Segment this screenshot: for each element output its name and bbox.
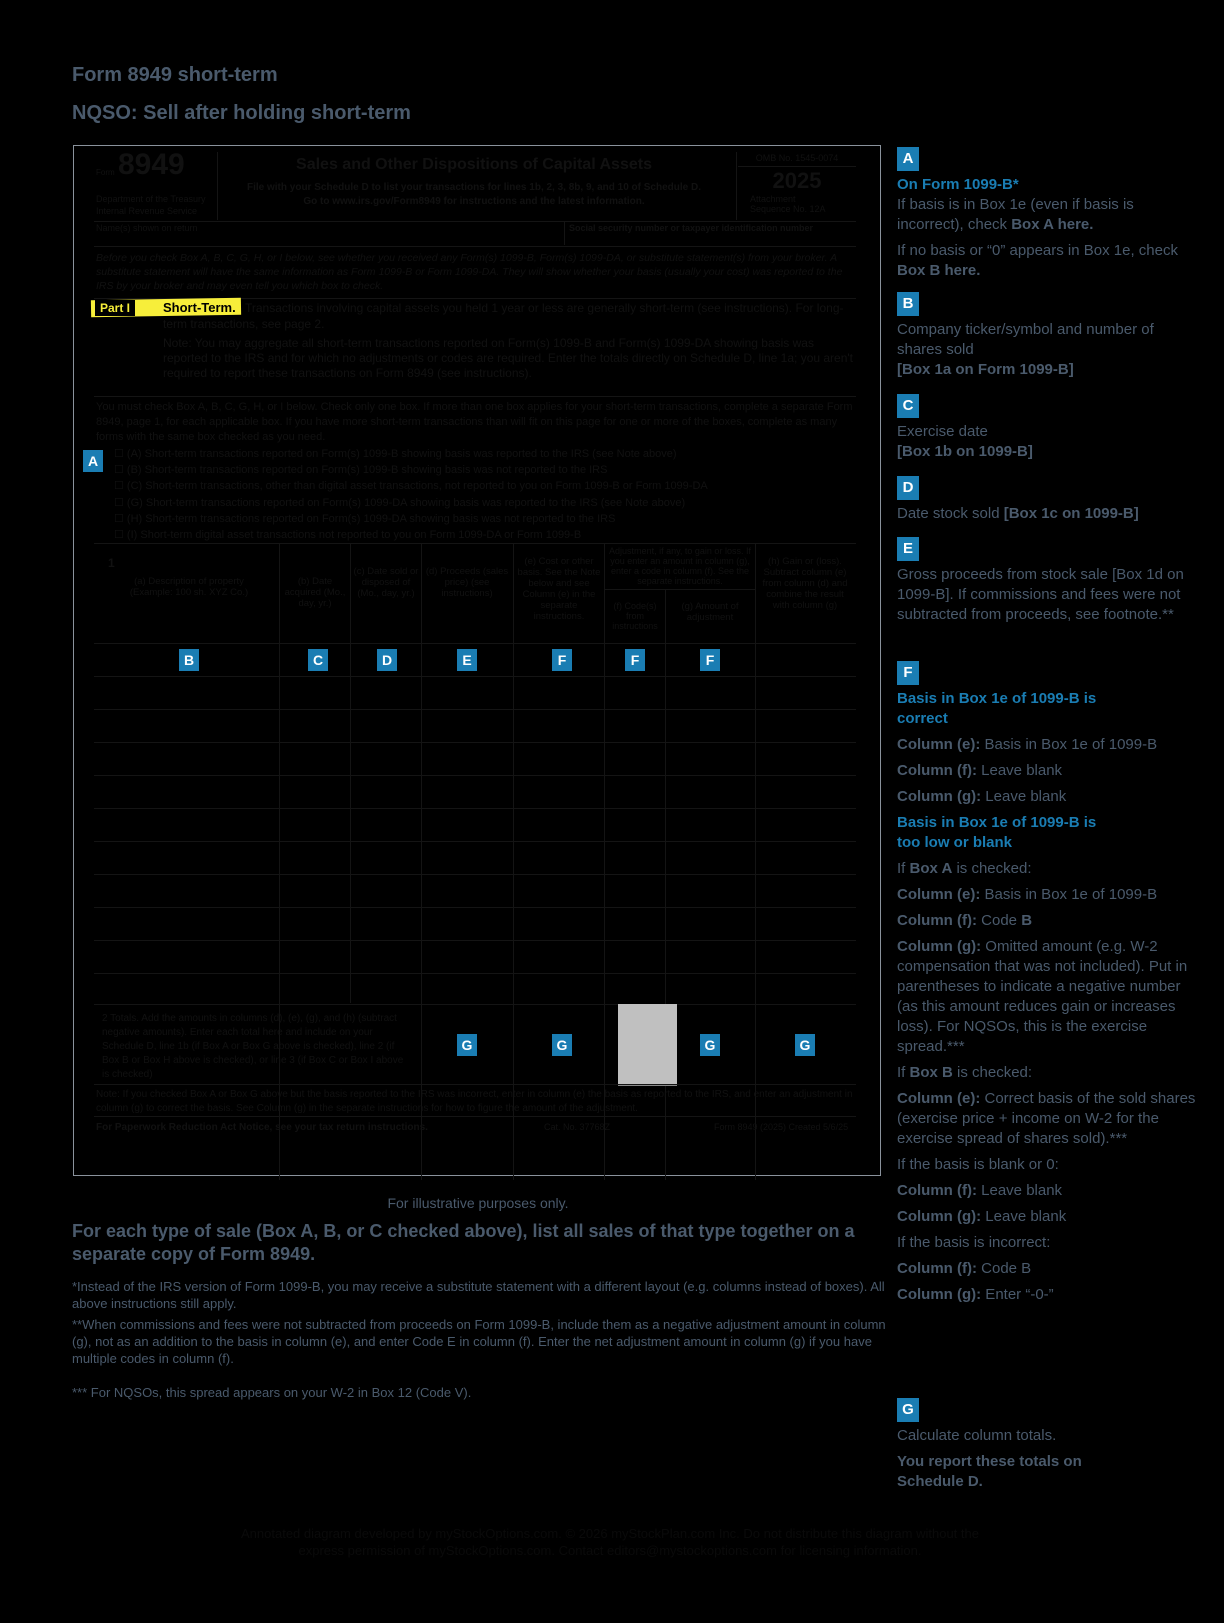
annotation-badge-c: C — [308, 649, 328, 671]
line-1-label: 1 — [108, 556, 115, 570]
annotation-d-bold: [Box 1c on 1099-B] — [1003, 505, 1139, 522]
column-f-header: (f) Code(s) from instructions — [612, 601, 658, 631]
checkbox-a-label: (A) Short-term transactions reported on Form(s) 1099-B showing basis was reported to the IRS (see Note above) — [126, 448, 677, 460]
annotation-b-text: Company ticker/symbol and number of shares sold — [897, 321, 1154, 358]
checkbox-b-label: (B) Short-term transactions reported on Form(s) 1099-B showing basis was not reported to the IRS — [126, 464, 608, 476]
adjustment-header: Adjustment, if any, to gain or loss. If you enter an amount in column (g), enter a code in column (f). See the separate instructions. — [609, 546, 751, 586]
incorrect-intro: If the basis is incorrect: — [897, 1234, 1051, 1251]
col-g4-text: Enter “-0-” — [981, 1286, 1054, 1303]
annotation-b-bold: [Box 1a on Form 1099-B] — [897, 361, 1074, 378]
column-e-header: (e) Cost or other basis. See the Note below and see Column (e) in the separate instructions. — [517, 556, 601, 622]
badge-b: B — [897, 292, 919, 316]
annotation-g-bold: You report these totals on Schedule D. — [897, 1453, 1082, 1490]
col-g-label: Column (g): — [897, 788, 982, 805]
page-subtitle: NQSO: Sell after holding short-term — [72, 102, 411, 124]
checkbox-i-label: (I) Short-term digital asset transactions not reported to you on Form 1099-DA or Form 1099-B — [126, 529, 582, 541]
checkbox-h-label: (H) Short-term transactions reported on Form(s) 1099-DA showing basis was not reported to the IRS — [126, 513, 616, 525]
annotation-b — [897, 292, 1197, 386]
annotation-badge-g-e: G — [552, 1034, 572, 1056]
col-g3-label: Column (g): — [897, 1208, 982, 1225]
col-e2-text: Basis in Box 1e of 1099-B — [980, 886, 1158, 903]
annotation-badge-f3: F — [700, 649, 720, 671]
irs-label: Internal Revenue Service — [96, 206, 198, 216]
annotation-badge-e: E — [457, 649, 477, 671]
annotation-a-bold1: Box A here. — [1011, 216, 1094, 233]
separate-copy-instruction: For each type of sale (Box A, B, or C checked above), list all sales of that type together on a separate copy of Form 8949. — [72, 1221, 855, 1264]
badge-c: C — [897, 394, 919, 418]
form-sub2: Go to www.irs.gov/Form8949 for instructions and the latest information. — [303, 196, 645, 207]
page-title: Form 8949 short-term — [72, 64, 278, 86]
illustrative-note: For illustrative purposes only. — [387, 1195, 569, 1211]
form-number: 8949 — [118, 148, 185, 181]
annotation-a-heading: On Form 1099-B* — [897, 176, 1019, 193]
column-c-header: (c) Date sold or disposed of (Mo., day, yr.) — [353, 566, 419, 599]
paperwork-notice: For Paperwork Reduction Act Notice, see your tax return instructions. — [96, 1122, 428, 1133]
column-a-header: (a) Description of property (Example: 100 sh. XYZ Co.) — [129, 576, 249, 598]
footnote-1: *Instead of the IRS version of Form 1099-B, you may receive a substitute statement with a different layout (e.g. columns instead of boxes). All above instructions still apply. — [72, 1279, 885, 1311]
col-f-text: Leave blank — [976, 762, 1063, 779]
col-f3-label: Column (f): — [897, 1182, 977, 1199]
footnote-2: **When commissions and fees were not subtracted from proceeds on Form 1099-B, include them as a negative adjustment amount in column (g), not as an addition to the basis in column (e), and enter Code E in column (f). Enter the net adjustment amount in column (g) if you have multiple codes in column (f). — [72, 1317, 886, 1366]
col-f2-bold: B — [1021, 912, 1033, 929]
blank-intro: If the basis is blank or 0: — [897, 1156, 1059, 1173]
annotation-g — [897, 1398, 1197, 1498]
col-e2-label: Column (e): — [897, 886, 981, 903]
omb-number: OMB No. 1545-0074 — [755, 153, 839, 163]
line-2-totals: 2 Totals. Add the amounts in columns (d), (e), (g), and (h) (subtract negative amounts). Enter each total here and include on your Schedule D, line 1b (if Box A or Box G above is checked), line 2 (if Box B or Box H above is checked), or line 3 (if Box C or Box I above is checked) — [102, 1013, 404, 1080]
shaded-column-f-total — [618, 1004, 677, 1086]
checkbox-c-label: (C) Short-term transactions, other than digital asset transactions, not reported to you on Form 1099-B or Form 1099-DA — [126, 480, 708, 492]
note-text: Note: You may aggregate all short-term transactions reported on Form(s) 1099-B and Form(s) 1099-DA showing basis was reported to the IRS and for which no adjustments or codes are required. Enter the totals directly on Schedule D, line 1a; you aren't required to report these transactions on Form 8949 (see instructions). — [163, 336, 854, 380]
column-h-header: (h) Gain or (loss). Subtract column (e) from column (d) and combine the result with column (g) — [762, 556, 848, 611]
column-g-header: (g) Amount of adjustment — [681, 601, 739, 623]
col-f4-label: Column (f): — [897, 1260, 977, 1277]
col-g2-text: Omitted amount (e.g. W-2 compensation that was not included). Put in parentheses to indicate a negative number (as this amount reduces gain or increases loss). For NQSOs, this is the exercise spread.*** — [897, 938, 1188, 1055]
badge-g: G — [897, 1398, 919, 1422]
col-g2-label: Column (g): — [897, 938, 982, 955]
annotation-g-text: Calculate column totals. — [897, 1427, 1057, 1444]
col-e-label: Column (e): — [897, 736, 981, 753]
annotation-f-heading-correct: Basis in Box 1e of 1099-B is correct — [897, 690, 1097, 727]
annotation-a-text1: If basis is in Box 1e (even if basis is incorrect), check — [897, 196, 1134, 233]
part-text: Transactions involving capital assets you held 1 year or less are generally short-term (see instructions). For long-term transactions, see page 2. — [163, 301, 844, 331]
annotation-c-bold: [Box 1b on 1099-B] — [897, 443, 1033, 460]
checkbox-c[interactable]: ☐ (C) Short-term transactions, other than digital asset transactions, not reported to you on Form 1099-B or Form 1099-DA — [114, 480, 708, 492]
annotation-c — [897, 394, 1197, 468]
checkbox-g-label: (G) Short-term transactions reported on Form(s) 1099-DA showing basis was reported to the IRS (see Note above) — [126, 497, 686, 509]
annotation-badge-b: B — [179, 649, 199, 671]
ifB-bold: Box B — [909, 1064, 953, 1081]
annotation-f-heading-too-low: Basis in Box 1e of 1099-B is too low or blank — [897, 814, 1097, 851]
col-f3-text: Leave blank — [976, 1182, 1063, 1199]
annotation-a — [897, 147, 1197, 287]
checkbox-g[interactable]: ☐ (G) Short-term transactions reported on Form(s) 1099-DA showing basis was reported to the IRS (see Note above) — [114, 497, 686, 509]
annotation-e — [897, 537, 1197, 631]
checkbox-i[interactable]: ☐ (I) Short-term digital asset transactions not reported to you on Form 1099-DA or Form 1099-B — [114, 529, 582, 541]
annotation-a-bold2: Box B here. — [897, 262, 981, 279]
annotation-e-text: Gross proceeds from stock sale [Box 1d on 1099-B]. If commissions and fees were not subtracted from proceeds, see footnote.** — [897, 566, 1184, 623]
name-field-label: Name(s) shown on return — [96, 223, 198, 233]
annotation-d — [897, 476, 1197, 530]
part-title: Short-Term. — [163, 300, 236, 315]
col-f-label: Column (f): — [897, 762, 977, 779]
annotation-badge-a: A — [83, 450, 103, 472]
form-label: Form — [96, 168, 115, 177]
col-e3-text: Correct basis of the sold shares (exercise price + income on W-2 for the exercise spread of shares sold).*** — [897, 1090, 1196, 1147]
annotation-badge-f2: F — [625, 649, 645, 671]
col-g3-text: Leave blank — [981, 1208, 1067, 1225]
badge-f: F — [897, 661, 919, 685]
column-d-header: (d) Proceeds (sales price) (see instructions) — [425, 566, 509, 599]
col-e3-label: Column (e): — [897, 1090, 981, 1107]
col-f4-text: Code B — [976, 1260, 1032, 1277]
annotation-badge-f: F — [552, 649, 572, 671]
ifA-pre: If — [897, 860, 910, 877]
annotation-c-text: Exercise date — [897, 423, 988, 440]
ifB-pre: If — [897, 1064, 910, 1081]
col-f2-text: Code — [976, 912, 1022, 929]
checkbox-h[interactable]: ☐ (H) Short-term transactions reported on Form(s) 1099-DA showing basis was not reported to the IRS — [114, 513, 616, 525]
col-g4-label: Column (g): — [897, 1286, 982, 1303]
badge-a: A — [897, 147, 919, 171]
dept-treasury: Department of the Treasury — [96, 194, 206, 204]
annotation-f — [897, 661, 1197, 1311]
annotation-badge-d: D — [377, 649, 397, 671]
annotation-a-text2: If no basis or “0” appears in Box 1e, check — [897, 242, 1178, 259]
cat-number: Cat. No. 37768Z — [544, 1122, 611, 1132]
col-f2-label: Column (f): — [897, 912, 977, 929]
checkbox-b[interactable]: ☐ (B) Short-term transactions reported on Form(s) 1099-B showing basis was not reported to the IRS — [114, 464, 608, 476]
ifA-post: is checked: — [952, 860, 1032, 877]
column-b-header: (b) Date acquired (Mo., day, yr.) — [284, 576, 346, 609]
ifA-bold: Box A — [909, 860, 953, 877]
copyright-notice: Annotated diagram developed by myStockOptions.com. © 2026 myStockPlan.com Inc. Do not distribute this diagram without the express permission of myStockOptions.com. Contact editors@mystockoptions.com for licensing information. — [241, 1526, 979, 1558]
badge-d: D — [897, 476, 919, 500]
form-sub1: File with your Schedule D to list your transactions for lines 1b, 2, 3, 8b, 9, and 10 of Schedule D. — [247, 182, 701, 193]
tax-year: 2025 — [772, 168, 822, 193]
bottom-note: Note: If you checked Box A or Box G above but the basis reported to the IRS was incorrect, enter in column (e) the basis as reported to the IRS, and enter an adjustment in column (g) to correct the basis. See Column (g) in the separate instructions for how to figure the amount of the adjustment. — [96, 1089, 853, 1114]
annotation-badge-g-g: G — [700, 1034, 720, 1056]
attachment-label: Attachment — [750, 194, 796, 204]
col-e-text: Basis in Box 1e of 1099-B — [980, 736, 1158, 753]
before-check-instructions: Before you check Box A, B, C, G, H, or I below, see whether you received any Form(s) 1099-B, Form(s) 1099-DA, or substitute statement(s) from your broker. A substitute statement will have the same information as Form 1099-B or Form 1099-DA. They will show whether your basis (usually your cost) was reported to the IRS by your broker and may even tell you which box to check. — [96, 252, 843, 292]
must-check-instructions: You must check Box A, B, C, G, H, or I below. Check only one box. If more than one box applies for your short-term transactions, complete a separate Form 8949, page 1, for each applicable box. If you have more short-term transactions than will fit on this page for one or more of the boxes, complete as many forms with the same box checked as you need. — [96, 401, 853, 443]
part-label: Part I — [95, 300, 135, 316]
ssn-field-label: Social security number or taxpayer identification number — [569, 223, 814, 233]
checkbox-a[interactable]: ☐ (A) Short-term transactions reported on Form(s) 1099-B showing basis was reported to the IRS (see Note above) — [114, 448, 677, 460]
badge-e: E — [897, 537, 919, 561]
annotation-badge-g-h: G — [795, 1034, 815, 1056]
sequence-number: Sequence No. 12A — [750, 204, 826, 214]
annotation-badge-g-d: G — [457, 1034, 477, 1056]
form-main-title: Sales and Other Dispositions of Capital Assets — [296, 156, 652, 173]
annotation-d-text: Date stock sold — [897, 505, 1004, 522]
ifB-post: is checked: — [952, 1064, 1033, 1081]
footnote-3: *** For NQSOs, this spread appears on your W-2 in Box 12 (Code V). — [72, 1385, 472, 1400]
form-footer: Form 8949 (2025) Created 5/6/25 — [714, 1122, 849, 1132]
col-g-text: Leave blank — [981, 788, 1067, 805]
form-8949 — [73, 145, 881, 1176]
